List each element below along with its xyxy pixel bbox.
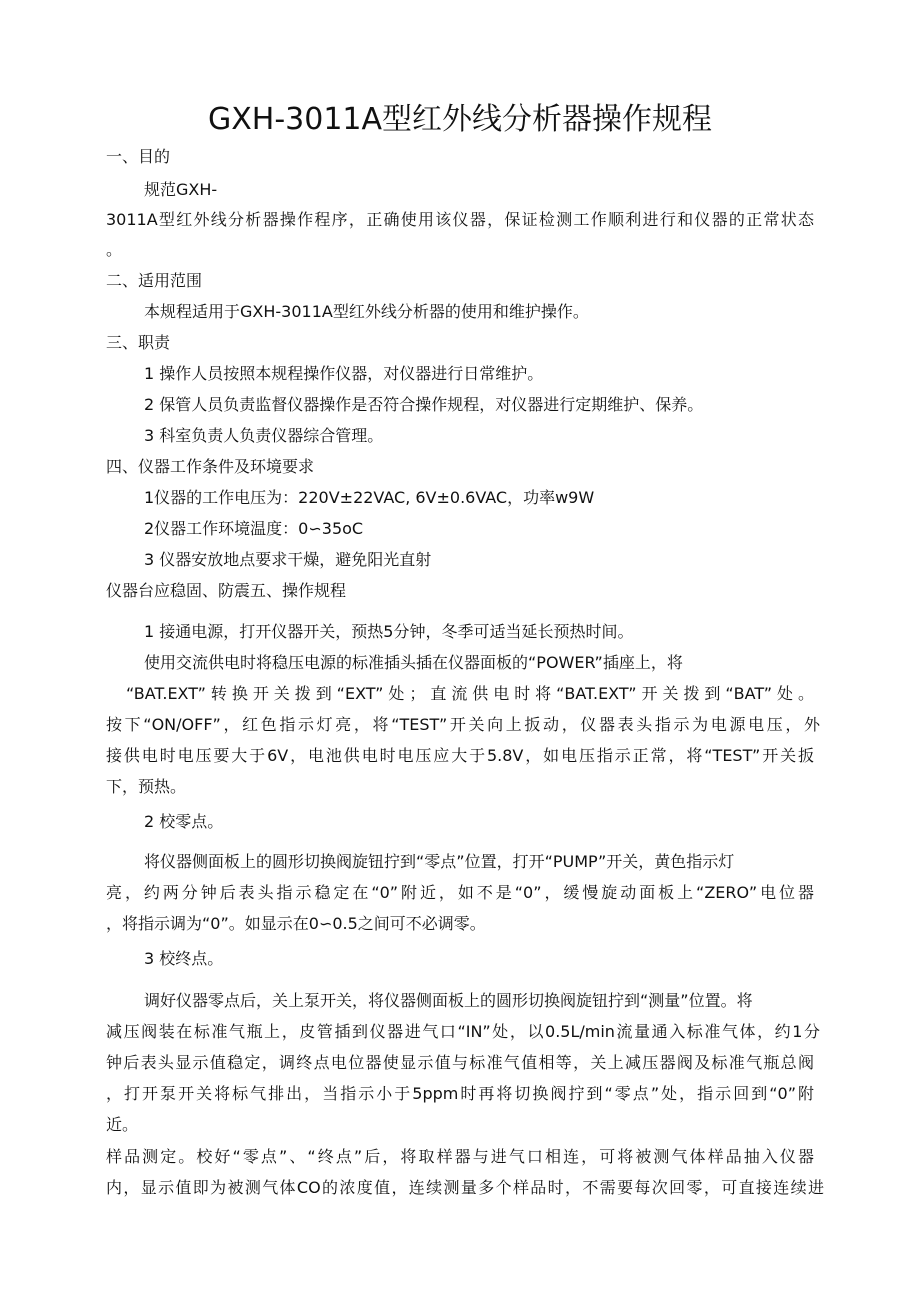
- paragraph-line: 接供电时电压要大于6V，电池供电时电压应大于5.8V，如电压指示正常，将“TEST”开关扳: [106, 746, 814, 765]
- list-item: 3 仪器安放地点要求干燥，避免阳光直射: [144, 550, 432, 569]
- list-item: 1 接通电源，打开仪器开关，预热5分钟，冬季可适当延长预热时间。: [144, 622, 634, 641]
- section-heading-scope: 二、适用范围: [106, 271, 203, 290]
- paragraph-line: 按下“ON/OFF”，红色指示灯亮，将“TEST”开关向上扳动，仪器表头指示为电源电压，外: [106, 715, 820, 734]
- paragraph-line: 将仪器侧面板上的圆形切换阀旋钮拧到“零点”位置，打开“PUMP”开关，黄色指示灯: [144, 852, 735, 871]
- list-item: 1仪器的工作电压为：220V±22VAC, 6V±0.6VAC，功率w9W: [144, 488, 595, 507]
- paragraph-line: 本规程适用于GXH-3011A型红外线分析器的使用和维护操作。: [144, 302, 589, 321]
- paragraph-line: 。: [106, 240, 123, 259]
- section-heading-procedure: 仪器台应稳固、防震五、操作规程: [106, 581, 347, 600]
- list-item: 2 校零点。: [144, 812, 224, 831]
- paragraph-line: ，将指示调为“0”。如显示在0∽0.5之间可不必调零。: [106, 914, 486, 933]
- paragraph-line: 近。: [106, 1115, 139, 1134]
- paragraph-line: 调好仪器零点后，关上泵开关，将仪器侧面板上的圆形切换阀旋钮拧到“测量”位置。将: [144, 991, 753, 1010]
- paragraph-line: 规范GXH-: [144, 180, 218, 199]
- list-item: 2 保管人员负责监督仪器操作是否符合操作规程，对仪器进行定期维护、保养。: [144, 395, 704, 414]
- paragraph-line: 内，显示值即为被测气体CO的浓度值，连续测量多个样品时，不需要每次回零，可直接连续进: [106, 1178, 824, 1197]
- paragraph-line: 亮，约两分钟后表头指示稳定在“0”附近，如不是“0”，缓慢旋动面板上“ZERO”电位器: [106, 883, 814, 902]
- paragraph-line: 样品测定。校好“零点”、“终点”后，将取样器与进气口相连，可将被测气体样品抽入仪器: [106, 1147, 814, 1166]
- list-item: 3 校终点。: [144, 949, 224, 968]
- paragraph-line: ，打开泵开关将标气排出，当指示小于5ppm时再将切换阀拧到“零点”处，指示回到“0”附: [106, 1084, 814, 1103]
- list-item: 3 科室负责人负责仪器综合管理。: [144, 426, 384, 445]
- section-heading-duties: 三、职责: [106, 333, 171, 352]
- section-heading-conditions: 四、仪器工作条件及环境要求: [106, 457, 315, 476]
- section-heading-purpose: 一、目的: [106, 147, 171, 166]
- paragraph-line: 减压阀装在标准气瓶上，皮管插到仪器进气口“IN”处，以0.5L/min流量通入标准气体，约1分: [106, 1022, 820, 1041]
- paragraph-line: “BAT.EXT”转换开关拨到“EXT”处；直流供电时将“BAT.EXT”开关拨到“BAT”处。: [126, 684, 814, 703]
- list-item: 2仪器工作环境温度：0∽35oC: [144, 519, 364, 538]
- paragraph-line: 钟后表头显示值稳定，调终点电位器使显示值与标准气值相等，关上减压器阀及标准气瓶总阀: [106, 1053, 814, 1072]
- paragraph-line: 使用交流供电时将稳压电源的标准插头插在仪器面板的“POWER”插座上，将: [144, 653, 683, 672]
- paragraph-line: 下，预热。: [106, 777, 187, 796]
- paragraph-line: 3011A型红外线分析器操作程序，正确使用该仪器，保证检测工作顺利进行和仪器的正常状态: [106, 210, 814, 229]
- document-title: GXH-3011A型红外线分析器操作规程: [207, 102, 713, 137]
- list-item: 1 操作人员按照本规程操作仪器，对仪器进行日常维护。: [144, 364, 544, 383]
